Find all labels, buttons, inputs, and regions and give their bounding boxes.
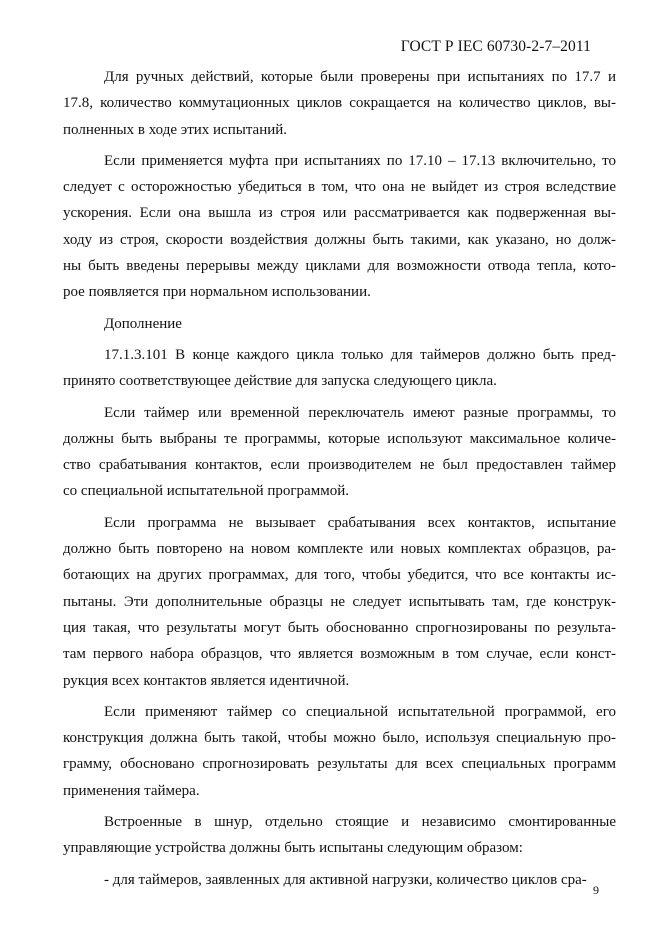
text-line: - для таймеров, заявленных для активной нагрузки, количество циклов сра- [104,871,587,888]
text-line: управляющие устройства должны быть испытаны следующим образом: [63,840,523,857]
text-line: грамму, обосновано спрогнозировать результаты для всех специальных программ [63,756,616,773]
text-line: конструкция должна быть такой, чтобы можно было, используя специальную про- [63,730,616,747]
text-line: ботающих на других программах, для того, чтобы убедится, что все контакты ис- [63,567,616,584]
paragraph [63,148,616,306]
text-line: со специальной испытательной программой. [63,483,349,500]
text-line: рое появляется при нормальном использовании. [63,284,371,301]
text-line: ция такая, что результаты могут быть обоснованно спрогнозированы по результа- [63,619,616,636]
standard-header: ГОСТ Р IEC 60730-2-7–2011 [400,38,591,55]
paragraph [63,342,616,395]
paragraph [63,510,616,694]
text-line: пытаны. Эти дополнительные образцы не следует испытывать там, где конструк- [63,593,616,610]
text-line: должно быть повторено на новом комплекте или новых комплектах образцов, ра- [63,541,616,558]
paragraph [63,311,616,337]
text-line: Если таймер или временной переключатель имеют разные программы, то [104,404,616,421]
paragraph [63,400,616,505]
paragraph [63,64,616,143]
text-line: ны быть введены перерывы между циклами для возможности отвода тепла, кото- [63,258,616,275]
text-line: должны быть выбраны те программы, которые используют максимальное количе- [63,430,616,447]
page-number: 9 [593,883,599,897]
paragraph [63,809,616,862]
text-line: применения таймера. [63,782,200,799]
body-text [63,64,616,893]
text-line: Встроенные в шнур, отдельно стоящие и независимо смонтированные [104,814,616,831]
text-line: Если применяют таймер со специальной испытательной программой, его [104,703,616,720]
text-line: рукция всех контактов является идентичной. [63,672,350,689]
paragraph [63,867,616,893]
text-line: Дополнение [104,315,182,332]
text-line: 17.1.3.101 В конце каждого цикла только для таймеров должно быть пред- [104,346,616,363]
text-line: Если применяется муфта при испытаниях по 17.10 – 17.13 включительно, то [104,152,616,169]
text-line: следует с осторожностью убедиться в том, что она не выйдет из строя вследствие [63,179,616,196]
text-line: ускорения. Если она вышла из строя или рассматривается как подверженная вы- [63,205,616,222]
text-line: Если программа не вызывает срабатывания всех контактов, испытание [104,514,616,531]
text-line: ходу из строя, скорости воздействия должны быть такими, как указано, но долж- [63,231,616,248]
text-line: 17.8, количество коммутационных циклов сокращается на количество циклов, вы- [63,95,616,112]
paragraph [63,699,616,804]
text-line: там первого набора образцов, что является возможным в том случае, если конст- [63,646,616,663]
text-line: принято соответствующее действие для запуска следующего цикла. [63,373,497,390]
text-line: Для ручных действий, которые были проверены при испытаниях по 17.7 и [104,69,616,85]
text-line: ство срабатывания контактов, если производителем не был предоставлен таймер [63,457,616,474]
text-line: полненных в ходе этих испытаний. [63,121,288,138]
